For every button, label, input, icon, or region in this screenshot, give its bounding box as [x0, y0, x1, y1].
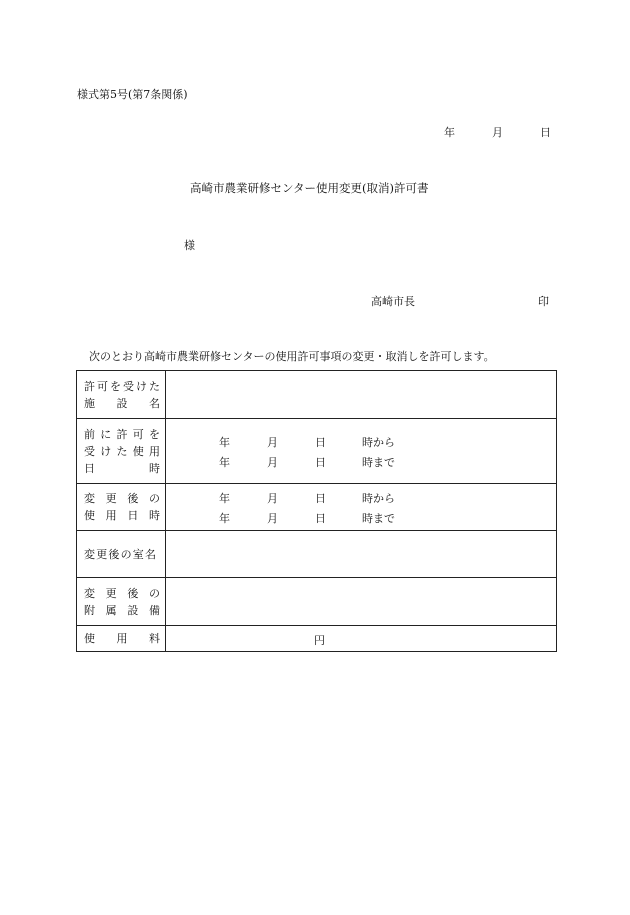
row-fee [77, 626, 557, 652]
issue-date-year: 年 [444, 126, 455, 139]
row-new-datetime [77, 484, 557, 531]
issue-date-month: 月 [492, 126, 503, 139]
datetime-to-line: 年 月 日 時まで [219, 512, 395, 525]
label-line: 受 け た 使 用 [84, 444, 160, 458]
issuer-name: 高崎市長 [371, 295, 415, 308]
facility-value-cell[interactable] [166, 371, 557, 419]
label-line: 前 に 許 可 を [84, 427, 160, 441]
fee-value-cell[interactable] [166, 626, 557, 652]
issue-date [0, 124, 630, 138]
seal-mark: 印 [538, 295, 549, 308]
new-equipment-label [77, 578, 166, 626]
label-line: 変 更 後 の [84, 586, 160, 600]
label-line: 施 設 名 [84, 396, 160, 410]
new-room-label [77, 531, 166, 578]
row-new-room [77, 531, 557, 578]
form-table [76, 370, 557, 652]
label-line: 使 用 日 時 [84, 509, 160, 522]
label-line: 使 用 料 [84, 632, 160, 645]
row-new-equipment [77, 578, 557, 626]
new-room-label-text: 変更後の室名 [84, 547, 158, 561]
new-room-value-cell[interactable] [166, 531, 557, 578]
row-previous-datetime [77, 419, 557, 484]
datetime-from-line: 年 月 日 時から [219, 492, 395, 505]
fee-unit: 円 [314, 634, 325, 647]
label-line: 許 可 を 受 け た [84, 379, 160, 393]
previous-datetime-label [77, 419, 166, 484]
new-equipment-value-cell[interactable] [166, 578, 557, 626]
datetime-to-line: 年 月 日 時まで [219, 456, 395, 469]
row-facility [77, 371, 557, 419]
label-line: 日 時 [84, 461, 160, 475]
previous-datetime-cell[interactable] [166, 419, 557, 484]
fee-label [77, 626, 166, 652]
new-datetime-label [77, 484, 166, 531]
addressee-suffix: 様 [184, 239, 195, 252]
label-line: 附 属 設 備 [84, 603, 160, 617]
document-title: 高崎市農業研修センター使用変更(取消)許可書 [190, 181, 429, 195]
label-line: 変 更 後 の [84, 492, 160, 505]
form-number: 様式第5号(第7条関係) [77, 88, 188, 101]
datetime-from-line: 年 月 日 時から [219, 436, 395, 449]
facility-label [77, 371, 166, 419]
intro-text: 次のとおり高崎市農業研修センターの使用許可事項の変更・取消しを許可します。 [89, 350, 495, 363]
new-datetime-cell[interactable] [166, 484, 557, 531]
issue-date-day: 日 [540, 126, 551, 139]
